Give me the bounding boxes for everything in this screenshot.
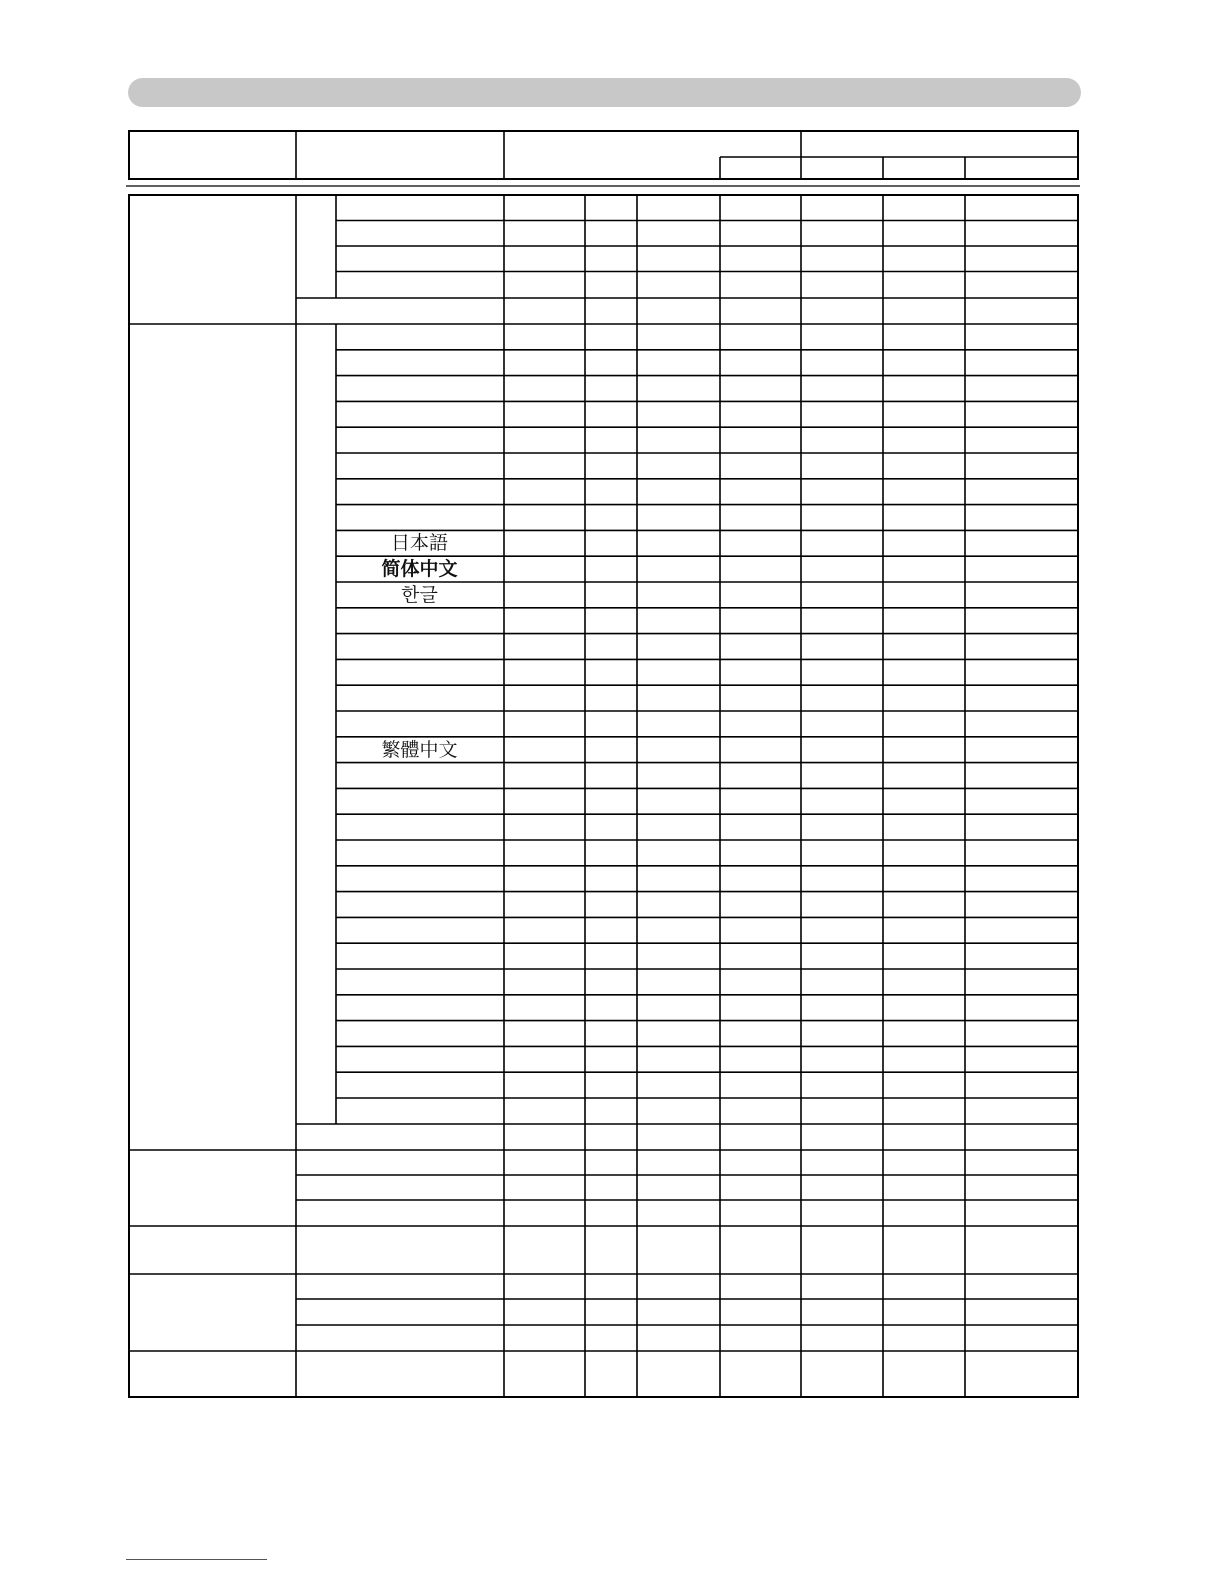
language-label-simplified-chinese: 简体中文 <box>381 558 458 580</box>
footer-link-underline <box>126 1559 267 1560</box>
language-label-traditional-chinese: 繁體中文 <box>381 739 458 761</box>
language-label-japanese: 日本語 <box>390 532 448 554</box>
language-label-korean: 한글 <box>401 584 438 606</box>
